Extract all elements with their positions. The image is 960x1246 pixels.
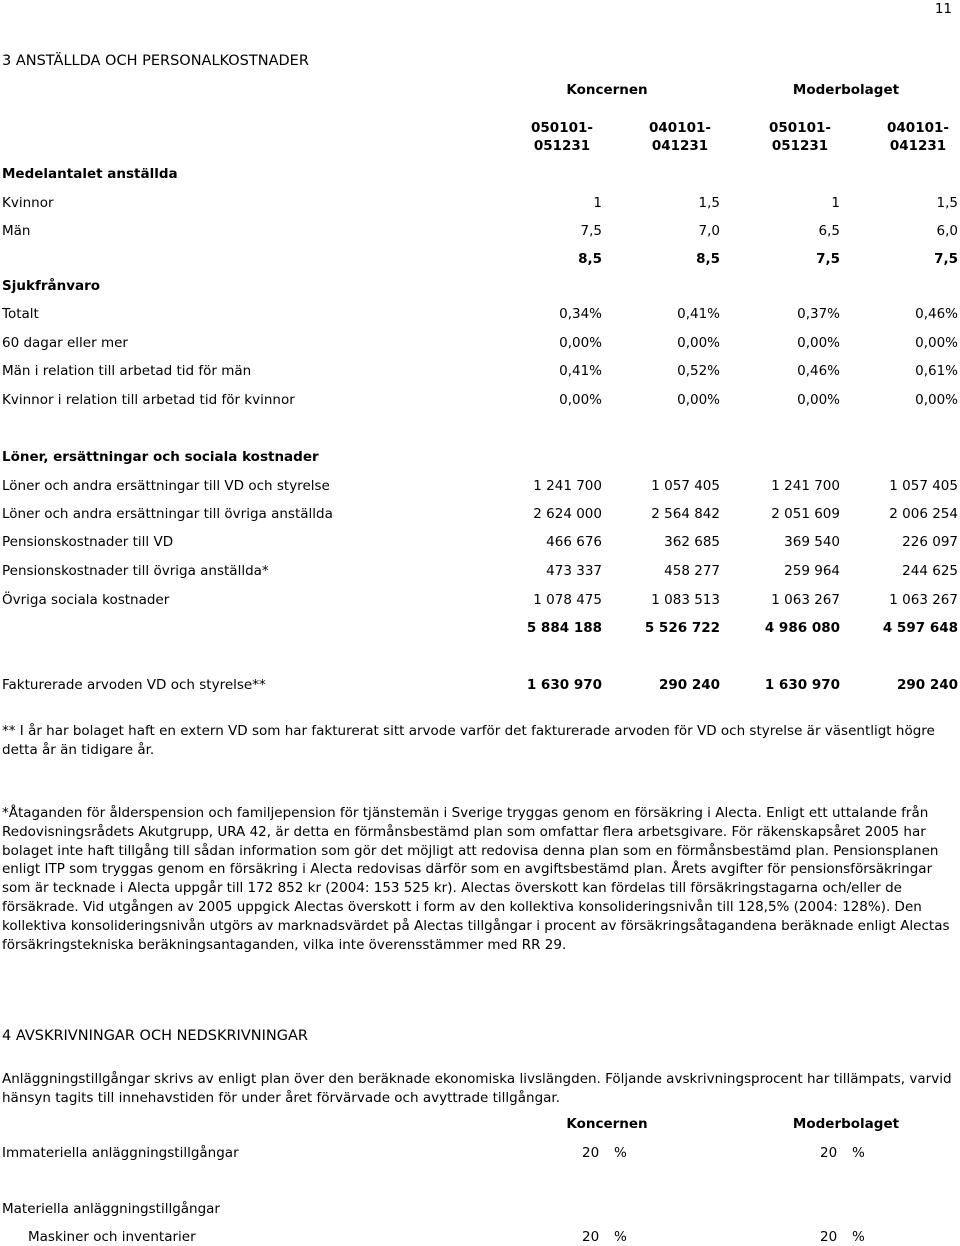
row-label: Totalt (2, 306, 39, 322)
row-label: Löner och andra ersättningar till VD och styrelse (2, 478, 330, 494)
cell-value: 458 277 (664, 563, 720, 579)
cell-value: 1 078 475 (533, 592, 602, 608)
percent-unit: % (614, 1229, 627, 1245)
cell-value: 0,00% (677, 392, 720, 408)
footnote-double-star: ** I år har bolaget haft en extern VD som har fakturerat sitt arvode varför det fakturerade arvoden för VD och styrelse är väsentligt högre detta år än tidigare år. (2, 723, 935, 758)
loner-title: Löner, ersättningar och sociala kostnader (2, 449, 319, 465)
koncernen-header: Koncernen (566, 82, 648, 98)
cell-value: 473 337 (546, 563, 602, 579)
cell-value: 2 564 842 (651, 506, 720, 522)
cell-value: 0,52% (677, 363, 720, 379)
rate-value: 20 (820, 1145, 838, 1161)
cell-value: 1 057 405 (651, 478, 720, 494)
row-label: Kvinnor (2, 195, 54, 211)
period-header: 050101- 051231 (531, 120, 593, 154)
materiella-title: Materiella anläggningstillgångar (2, 1201, 220, 1217)
rate-value: 20 (582, 1229, 600, 1245)
cell-value: 1,5 (936, 195, 958, 211)
cell-value: 2 006 254 (889, 506, 958, 522)
period-header: 040101- 041231 (649, 120, 711, 154)
cell-value: 1 630 970 (526, 677, 602, 693)
row-label: 60 dagar eller mer (2, 335, 128, 351)
cell-value: 0,61% (915, 363, 958, 379)
row-label: Pensionskostnader till övriga anställda* (2, 563, 269, 579)
total-value: 8,5 (578, 251, 602, 267)
cell-value: 0,00% (915, 392, 958, 408)
cell-value: 7,0 (698, 223, 720, 239)
period-header: 050101- 051231 (769, 120, 831, 154)
cell-value: 0,00% (797, 392, 840, 408)
cell-value: 2 624 000 (533, 506, 602, 522)
row-label: Löner och andra ersättningar till övriga anställda (2, 506, 333, 522)
cell-value: 1 063 267 (889, 592, 958, 608)
cell-value: 7,5 (580, 223, 602, 239)
cell-value: 362 685 (664, 534, 720, 550)
moderbolaget-header: Moderbolaget (792, 1116, 900, 1132)
cell-value: 0,00% (915, 335, 958, 351)
cell-value: 244 625 (902, 563, 958, 579)
percent-unit: % (614, 1145, 627, 1161)
cell-value: 1,5 (698, 195, 720, 211)
rate-value: 20 (582, 1145, 600, 1161)
cell-value: 0,37% (797, 306, 840, 322)
row-label: Immateriella anläggningstillgångar (2, 1145, 239, 1161)
total-value: 7,5 (934, 251, 958, 267)
cell-value: 259 964 (784, 563, 840, 579)
total-value: 7,5 (816, 251, 840, 267)
cell-value: 0,41% (677, 306, 720, 322)
sjukfranvaro-title: Sjukfrånvaro (2, 278, 101, 294)
cell-value: 226 097 (902, 534, 958, 550)
cell-value: 1 241 700 (771, 478, 840, 494)
cell-value: 290 240 (896, 677, 958, 693)
cell-value: 0,00% (559, 335, 602, 351)
percent-unit: % (852, 1229, 865, 1245)
cell-value: 0,00% (559, 392, 602, 408)
cell-value: 369 540 (784, 534, 840, 550)
cell-value: 1 241 700 (533, 478, 602, 494)
period-header: 040101- 041231 (887, 120, 949, 154)
percent-unit: % (852, 1145, 865, 1161)
rate-value: 20 (820, 1229, 838, 1245)
koncernen-header: Koncernen (566, 1116, 648, 1132)
row-label: Fakturerade arvoden VD och styrelse** (2, 677, 266, 693)
cell-value: 0,41% (559, 363, 602, 379)
cell-value: 466 676 (546, 534, 602, 550)
row-label: Män (2, 223, 31, 239)
cell-value: 0,46% (797, 363, 840, 379)
row-label: Maskiner och inventarier (28, 1229, 196, 1245)
total-value: 8,5 (696, 251, 720, 267)
total-value: 4 986 080 (764, 620, 840, 636)
section-4-intro: Anläggningstillgångar skrivs av enligt plan över den beräknade ekonomiska livslängden. Följande avskrivningsprocent har tillämpats, varvid hänsyn tagits till innehavstiden för under året förvärvade och avyttrade tillgångar. (2, 1071, 952, 1106)
row-label: Pensionskostnader till VD (2, 534, 174, 550)
page-number: 11 (934, 1, 952, 17)
total-value: 5 526 722 (644, 620, 720, 636)
cell-value: 0,00% (677, 335, 720, 351)
footnote-star: *Åtaganden för ålderspension och familjepension för tjänstemän i Sverige tryggas genom en försäkring i Alecta. Enligt ett uttalande från Redovisningsrådets Akutgrupp, URA 42, är detta en förmånsbestämd plan som omfattar flera arbetsgivare. För räkenskapsåret 2005 har bolaget inte haft tillgång till sådan information som gör det möjligt att redovisa denna plan som en förmånsbestämd plan. Pensionsplanen enligt ITP som tryggas genom en försäkring i Alecta redovisas därför som en avgiftsbestämd plan. Årets avgifter för pensionsförsäkringar som är tecknade i Alecta uppgår till 172 852 kr (2004: 153 525 kr). Alectas överskott kan fördelas till försäkringstagarna och/eller de försäkrade. Vid utgången av 2005 uppgick Alectas överskott i form av den kollektiva konsolideringsnivån till 128,5% (2004: 128%). Den kollektiva konsolideringsnivån utgörs av marknadsvärdet på Alectas tillgångar i procent av försäkringsåtagandena beräknade enligt Alectas försäkringstekniska beräkningsantaganden, vilka inte överensstämmer med RR 29. (2, 805, 950, 953)
cell-value: 1 063 267 (771, 592, 840, 608)
total-value: 5 884 188 (526, 620, 602, 636)
section-3-heading: 3 ANSTÄLLDA OCH PERSONALKOSTNADER (2, 53, 309, 69)
cell-value: 0,46% (915, 306, 958, 322)
cell-value: 0,34% (559, 306, 602, 322)
row-label: Kvinnor i relation till arbetad tid för kvinnor (2, 392, 295, 408)
cell-value: 1 630 970 (764, 677, 840, 693)
cell-value: 1 083 513 (651, 592, 720, 608)
row-label: Övriga sociala kostnader (2, 592, 170, 608)
row-label: Män i relation till arbetad tid för män (2, 363, 252, 379)
cell-value: 6,0 (936, 223, 958, 239)
cell-value: 1 (593, 195, 602, 211)
cell-value: 2 051 609 (771, 506, 840, 522)
medelantal-title: Medelantalet anställda (2, 166, 178, 182)
cell-value: 1 (831, 195, 840, 211)
moderbolaget-header: Moderbolaget (792, 82, 900, 98)
total-value: 4 597 648 (882, 620, 958, 636)
cell-value: 0,00% (797, 335, 840, 351)
cell-value: 6,5 (818, 223, 840, 239)
cell-value: 290 240 (658, 677, 720, 693)
cell-value: 1 057 405 (889, 478, 958, 494)
section-4-heading: 4 AVSKRIVNINGAR OCH NEDSKRIVNINGAR (2, 1028, 308, 1044)
